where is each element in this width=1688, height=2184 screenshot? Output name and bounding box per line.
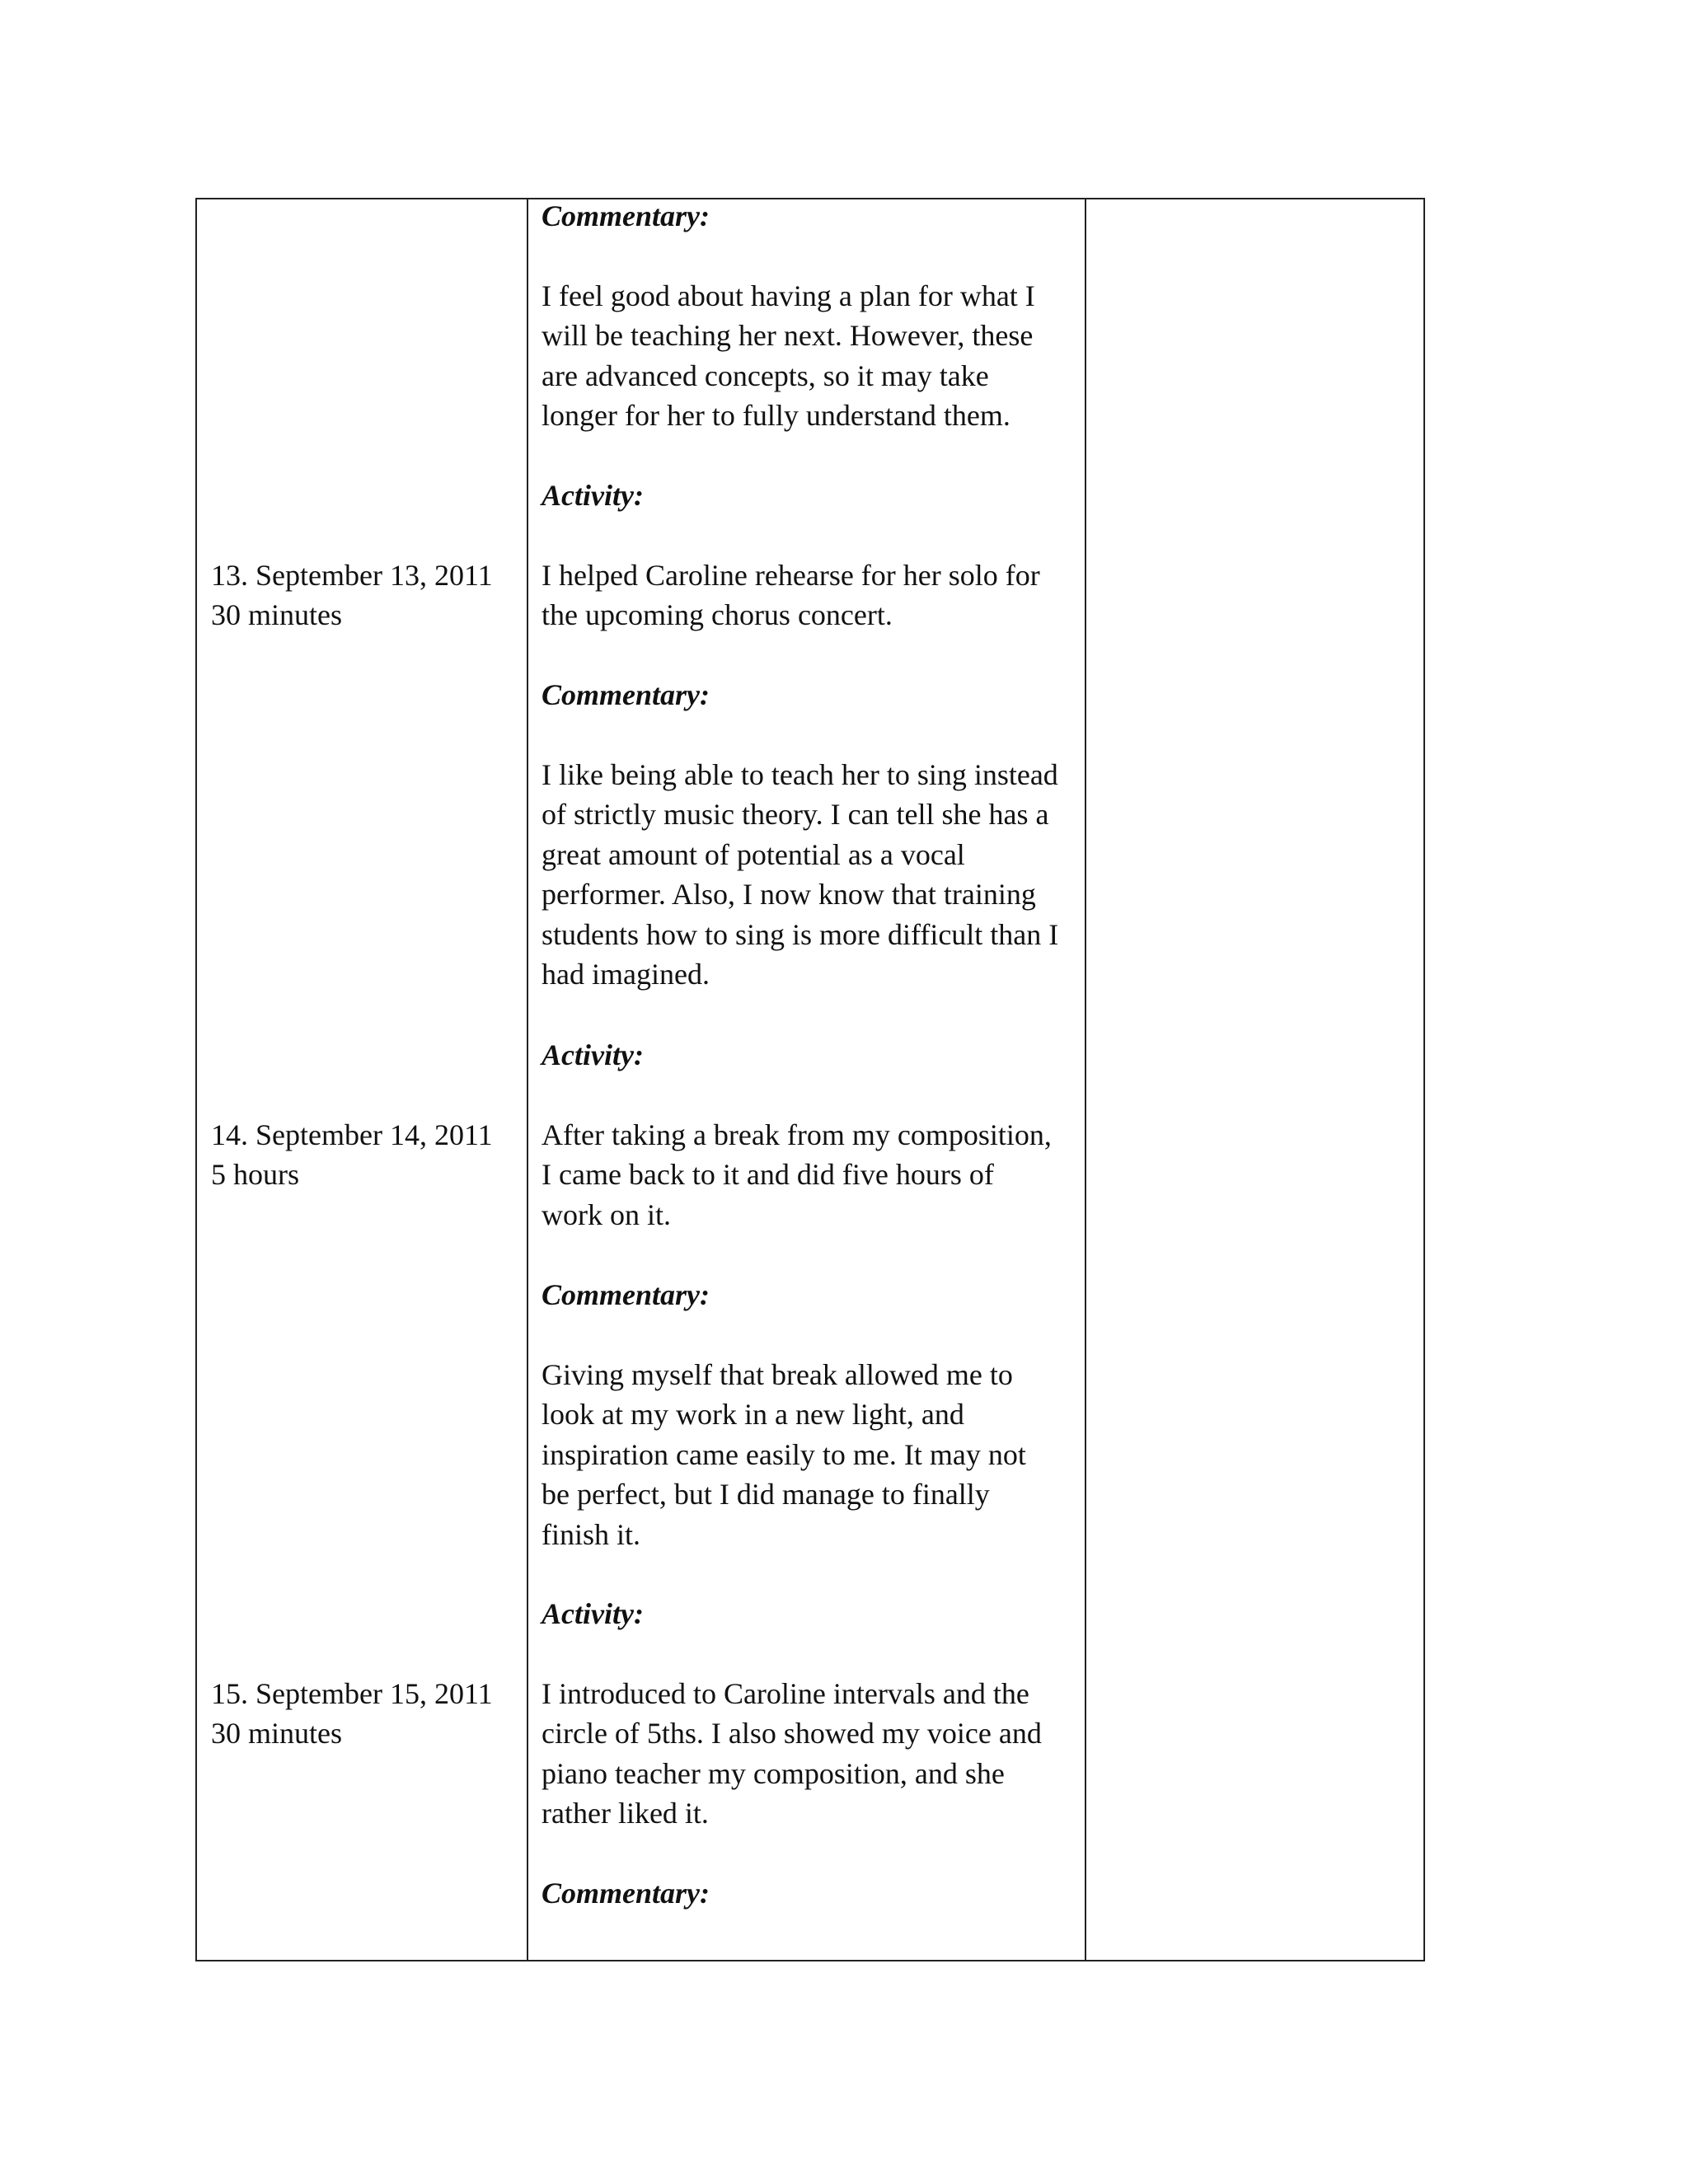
entry-date: 15. September 15, 2011 xyxy=(211,1677,493,1710)
text-line: performer. Also, I now know that training xyxy=(542,878,1036,911)
text-line: circle of 5ths. I also showed my voice and xyxy=(542,1717,1042,1750)
text-line: students how to sing is more difficult than I xyxy=(542,918,1059,951)
text-line: are advanced concepts, so it may take xyxy=(542,359,989,392)
entry-duration: 30 minutes xyxy=(211,598,342,631)
commentary-heading: Commentary: xyxy=(542,678,710,711)
text-line: I feel good about having a plan for what I xyxy=(542,279,1035,312)
text-line: rather liked it. xyxy=(542,1797,709,1830)
text-line: I came back to it and did five hours of xyxy=(542,1158,994,1191)
text-line: After taking a break from my composition, xyxy=(542,1118,1052,1151)
activity-heading: Activity: xyxy=(542,1038,644,1071)
text-line: had imagined. xyxy=(542,958,710,991)
entry-date: 13. September 13, 2011 xyxy=(211,559,493,592)
entry-duration: 5 hours xyxy=(211,1158,299,1191)
text-line: work on it. xyxy=(542,1198,671,1231)
text-line: longer for her to fully understand them. xyxy=(542,399,1010,432)
activity-heading: Activity: xyxy=(542,1597,644,1630)
text-line: will be teaching her next. However, these xyxy=(542,319,1034,352)
column-divider-1 xyxy=(527,199,528,1960)
commentary-heading: Commentary: xyxy=(542,199,710,232)
commentary-heading: Commentary: xyxy=(542,1278,710,1311)
text-line: I introduced to Caroline intervals and the xyxy=(542,1677,1029,1710)
column-divider-2 xyxy=(1085,199,1086,1960)
text-line: I like being able to teach her to sing instead xyxy=(542,758,1058,791)
text-line: be perfect, but I did manage to finally xyxy=(542,1478,990,1511)
text-line: I helped Caroline rehearse for her solo for xyxy=(542,559,1040,592)
text-line: the upcoming chorus concert. xyxy=(542,598,893,631)
commentary-heading: Commentary: xyxy=(542,1877,710,1910)
text-line: of strictly music theory. I can tell she has a xyxy=(542,798,1049,831)
text-line: Giving myself that break allowed me to xyxy=(542,1358,1013,1391)
entry-date: 14. September 14, 2011 xyxy=(211,1118,493,1151)
text-line: great amount of potential as a vocal xyxy=(542,838,965,871)
text-line: inspiration came easily to me. It may not xyxy=(542,1438,1026,1471)
text-line: finish it. xyxy=(542,1518,641,1551)
text-line: look at my work in a new light, and xyxy=(542,1398,964,1431)
text-line: piano teacher my composition, and she xyxy=(542,1757,1005,1790)
entry-duration: 30 minutes xyxy=(211,1717,342,1750)
activity-heading: Activity: xyxy=(542,479,644,512)
